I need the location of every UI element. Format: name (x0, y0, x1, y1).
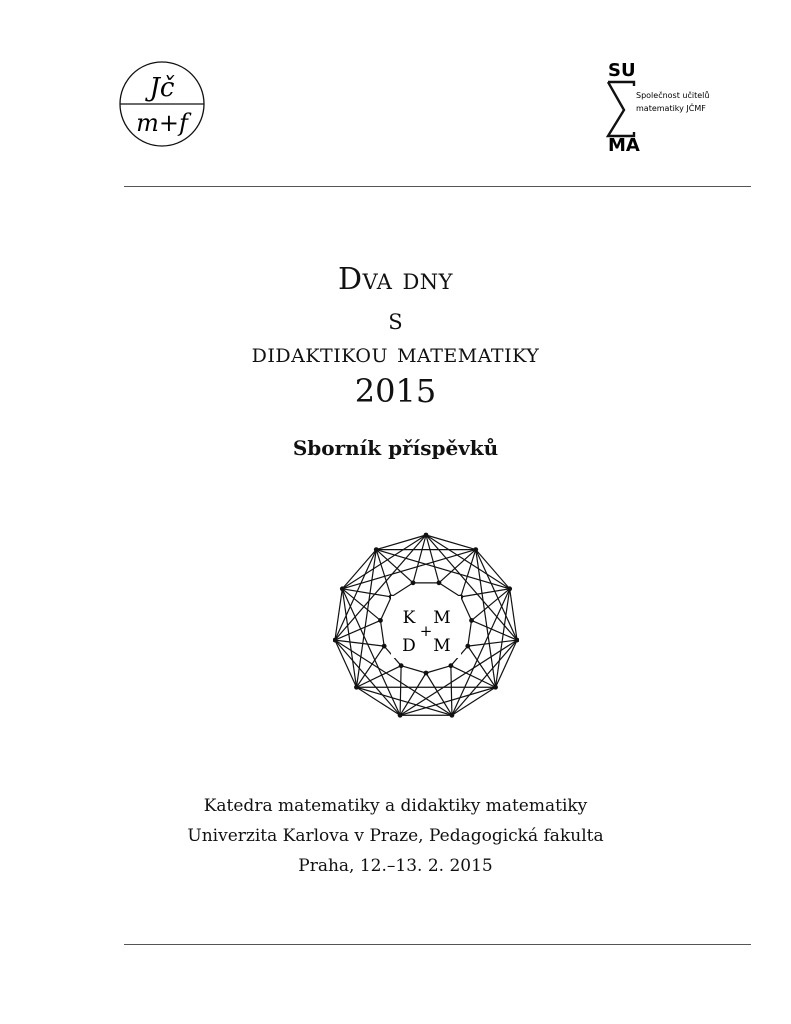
subtitle: Sborník příspěvků (292, 436, 499, 460)
svg-text:M: M (433, 608, 451, 628)
emblem-line (380, 620, 384, 646)
emblem-line (451, 666, 452, 716)
emblem-line (401, 666, 426, 673)
kmdm-emblem (333, 530, 519, 724)
emblem-vertex (473, 547, 478, 552)
emblem-vertex (465, 644, 470, 649)
jcmf-logo (118, 60, 206, 148)
svg-text:SU: SU (608, 60, 636, 81)
emblem-vertex (469, 618, 474, 623)
svg-text:D: D (402, 636, 416, 656)
emblem-line (335, 640, 400, 715)
emblem-line (426, 666, 451, 673)
title-year: 2015 (354, 372, 437, 410)
emblem-line (461, 597, 472, 621)
place-date-line: Praha, 12.–13. 2. 2015 (298, 856, 493, 876)
title-line-1: Dva dny (337, 262, 454, 297)
emblem-vertex (340, 586, 345, 591)
emblem-line (439, 583, 461, 597)
university-line: Univerzita Karlova v Praze, Pedagogická fakulta (187, 826, 604, 846)
svg-text:MA: MA (608, 135, 640, 154)
title-line-3: didaktikou matematiky (251, 338, 540, 369)
emblem-vertex (378, 618, 383, 623)
bottom-rule (124, 944, 751, 945)
svg-text:M: M (433, 636, 451, 656)
emblem-line (426, 535, 476, 550)
emblem-vertex (399, 663, 404, 668)
svg-text:+: + (419, 622, 433, 640)
emblem-vertex (374, 547, 379, 552)
emblem-vertex (382, 644, 387, 649)
svg-text:matematiky JČMF: matematiky JČMF (636, 104, 706, 113)
emblem-vertex (448, 663, 453, 668)
emblem-line (376, 535, 426, 550)
emblem-vertex (507, 586, 512, 591)
emblem-vertex (424, 671, 429, 676)
svg-text:m+f: m+f (136, 109, 188, 137)
emblem-vertex (493, 685, 498, 690)
suma-logo (604, 58, 754, 154)
emblem-line (461, 589, 510, 597)
emblem-line (452, 640, 517, 715)
svg-text:Jč: Jč (149, 73, 175, 103)
emblem-vertex (450, 713, 455, 718)
emblem-vertex (354, 685, 359, 690)
department-line: Katedra matematiky a didaktiky matematiky (203, 796, 588, 816)
emblem-vertex (411, 580, 416, 585)
emblem-line (400, 666, 401, 716)
emblem-line (391, 583, 413, 597)
emblem-vertex (398, 713, 403, 718)
title-line-2: s (388, 302, 403, 337)
top-rule (124, 186, 751, 187)
emblem-vertex (424, 533, 429, 538)
svg-text:K: K (402, 608, 416, 628)
svg-text:Společnost učitelů: Společnost učitelů (636, 91, 710, 100)
emblem-line (380, 597, 391, 621)
emblem-line (342, 589, 391, 597)
emblem-line (468, 620, 472, 646)
emblem-vertex (437, 580, 442, 585)
